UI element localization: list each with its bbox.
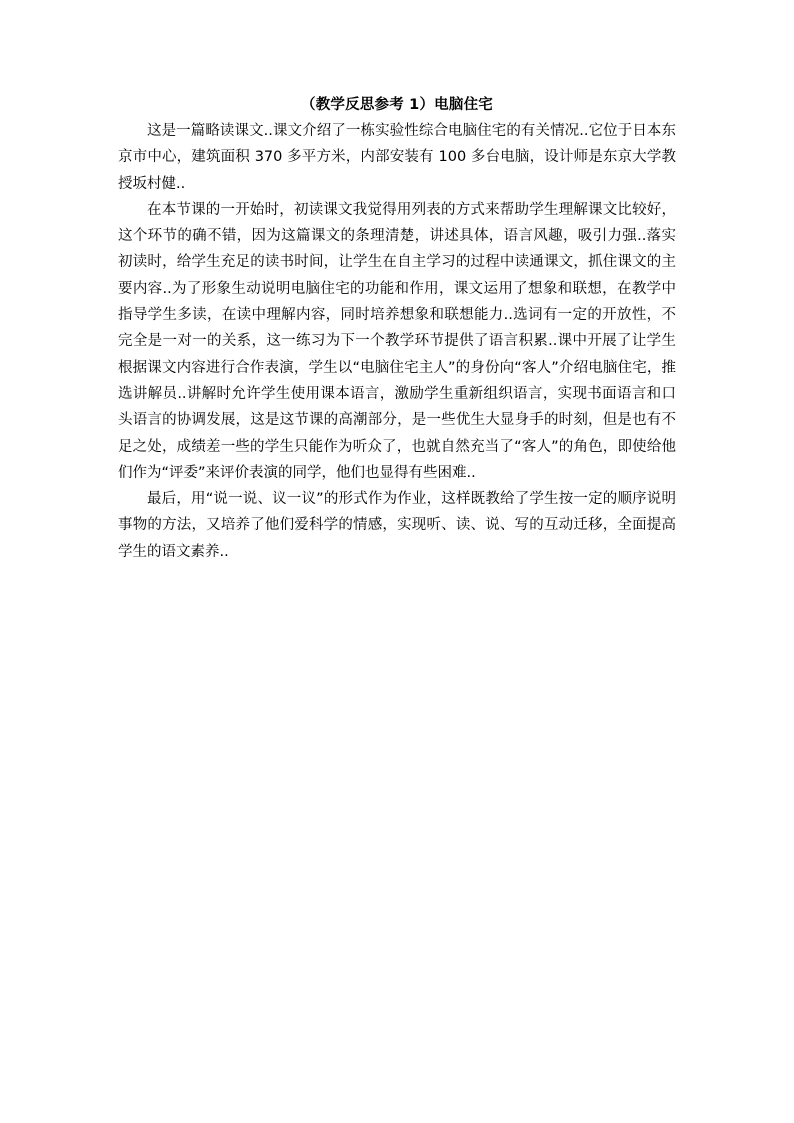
- paragraph-conclusion: 最后，用“说一说、议一议”的形式作为作业，这样既教给了学生按一定的顺序说明事物的方法，又培养了他们爱科学的情感，实现听、读、说、写的互动迁移，全面提高学生的语文素养..: [118, 491, 676, 560]
- paragraph-body: 在本节课的一开始时，初读课文我觉得用列表的方式来帮助学生理解课文比较好，这个环节的确不错，因为这篇课文的条理清楚，讲述具体，语言风趣，吸引力强..落实初读时，给学生充足的读书时间，让学生在自主学习的过程中读通课文，抓住课文的主要内容..为了形象生动说明电脑住宅的功能和作用，课文运用了想象和联想，在教学中指导学生多读，在读中理解内容，同时培养想象和联想能力..选词有一定的开放性，不完全是一对一的关系，这一练习为下一个教学环节提供了语言积累..课中开展了让学生根据课文内容进行合作表演，学生以“电脑住宅主人”的身份向“客人”介绍电脑住宅，推选讲解员..讲解时允许学生使用课本语言，激励学生重新组织语言，实现书面语言和口头语言的协调发展，这是这节课的高潮部分，是一些优生大显身手的时刻，但是也有不足之处，成绩差一些的学生只能作为听众了，也就自然充当了“客人”的角色，即使给他们作为“评委”来评价表演的同学，他们也显得有些困难..: [118, 201, 676, 481]
- paragraph-intro: 这是一篇略读课文..课文介绍了一栋实验性综合电脑住宅的有关情况..它位于日本东京市中心，建筑面积 370 多平方米，内部安装有 100 多台电脑，设计师是东京大学教授坂村健..: [118, 123, 676, 192]
- document-title: （教学反思参考 1）电脑住宅: [301, 97, 493, 113]
- document-page: [118, 92, 676, 565]
